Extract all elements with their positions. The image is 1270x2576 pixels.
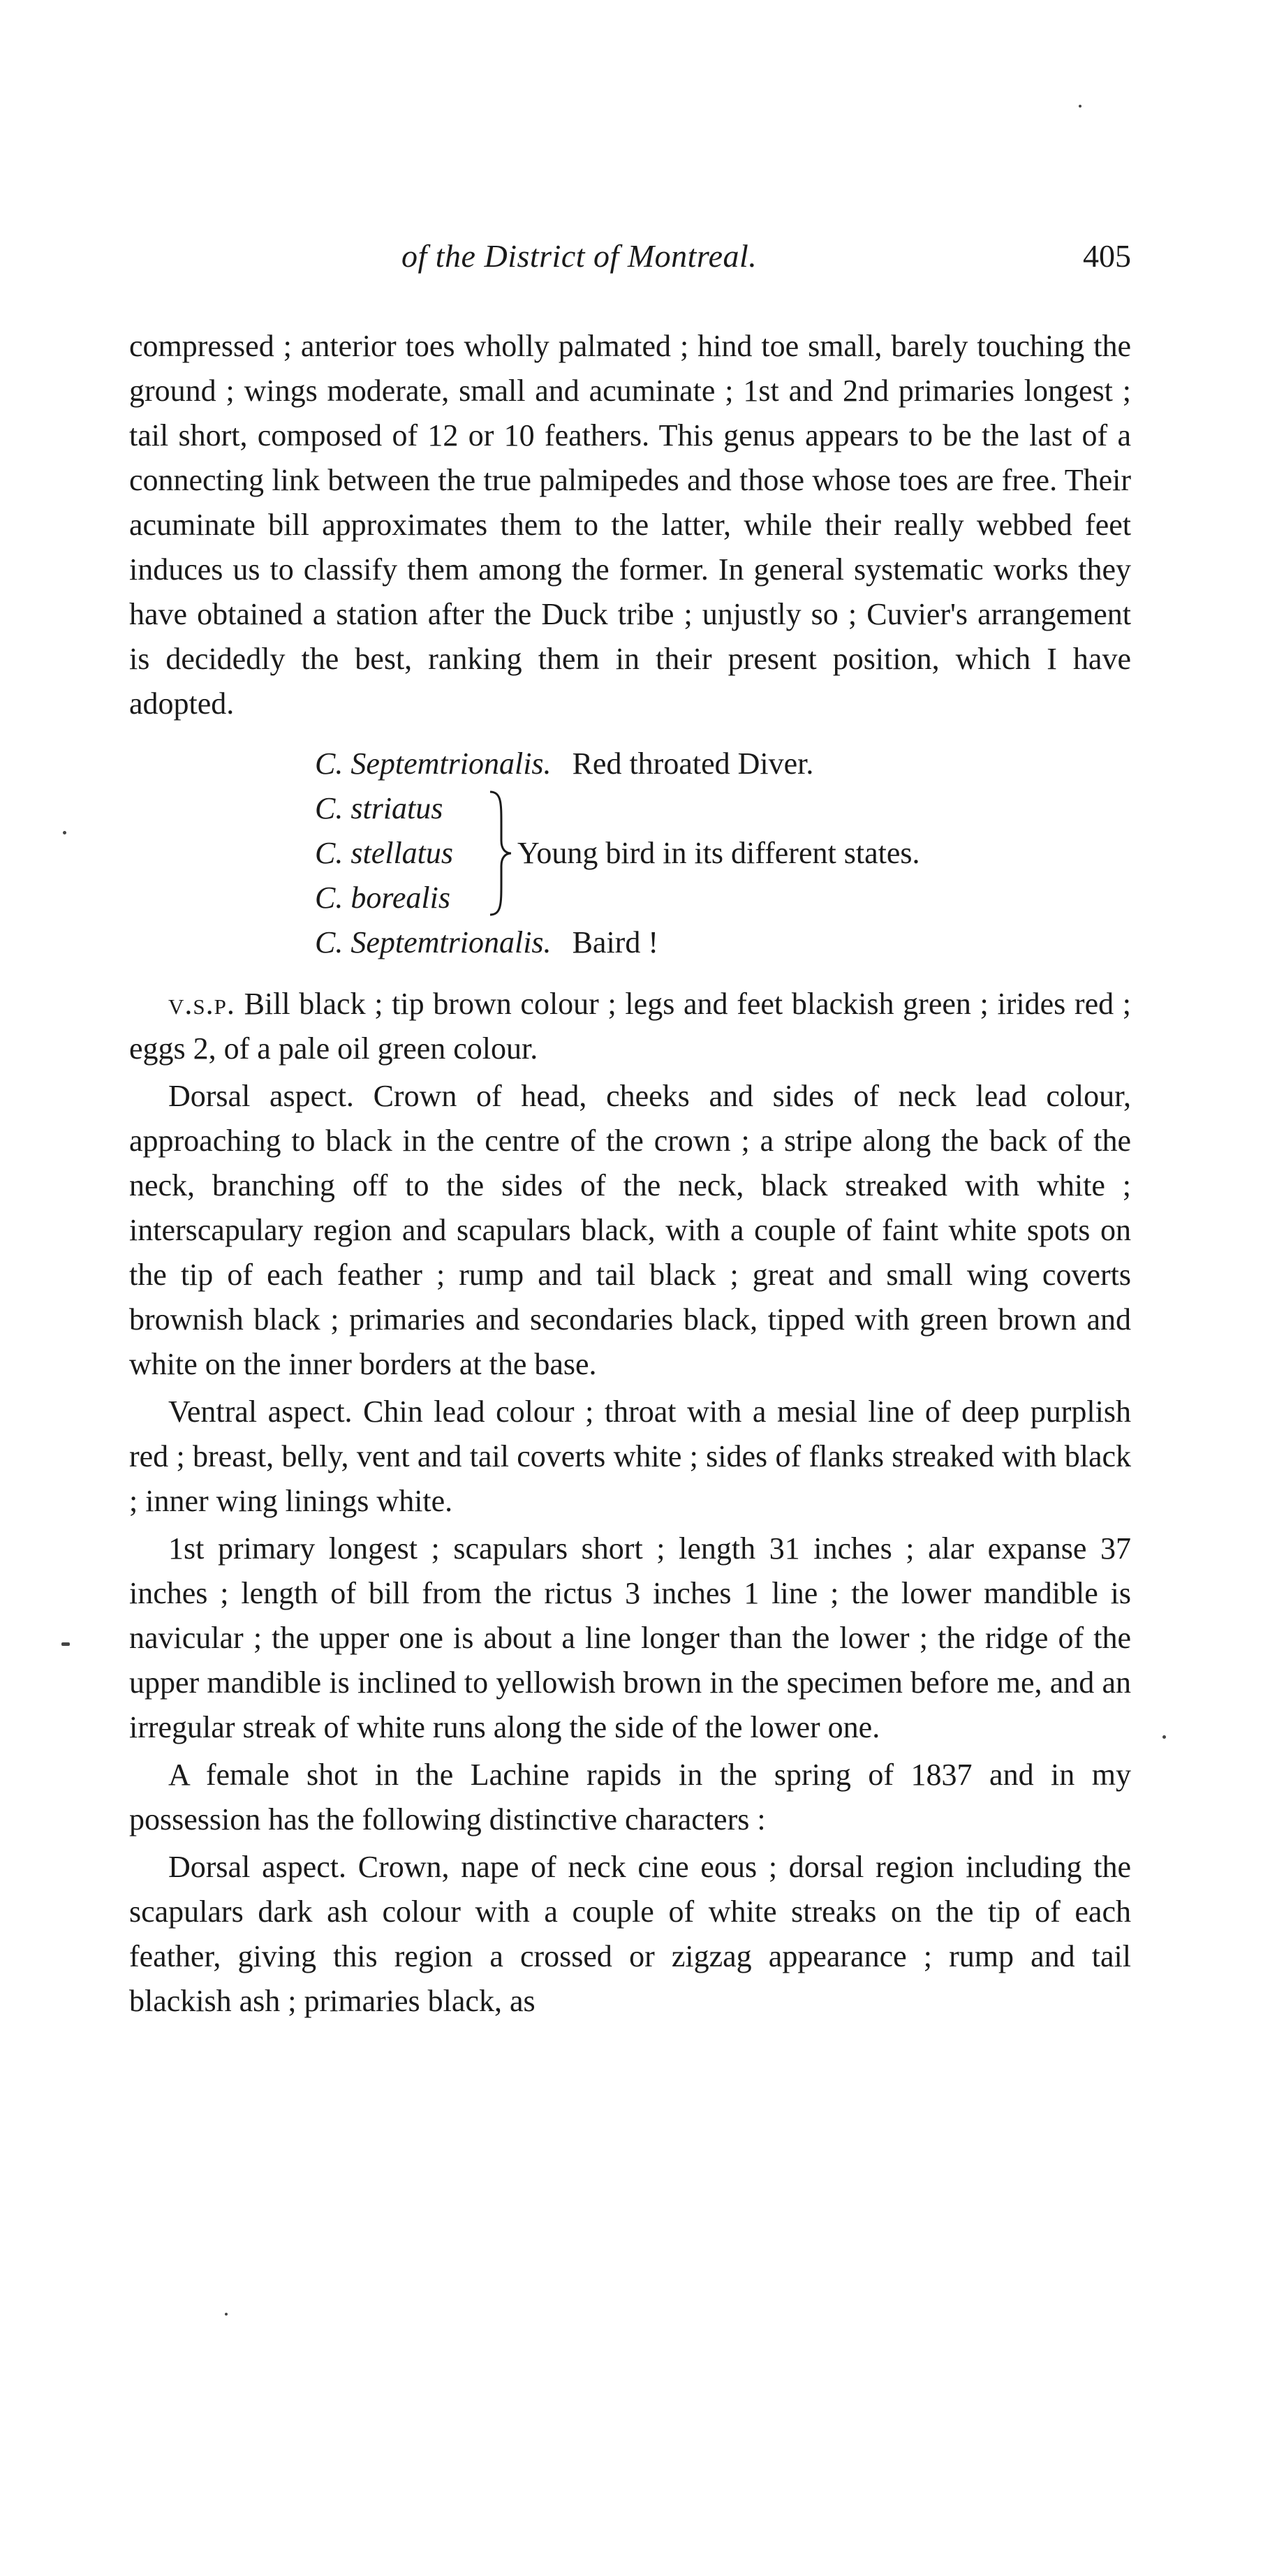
margin-speck <box>61 1642 70 1646</box>
margin-speck <box>1162 1735 1166 1739</box>
braced-synonyms <box>315 786 1270 920</box>
margin-speck <box>63 831 66 834</box>
species-name: C. borealis <box>315 881 450 915</box>
running-head <box>129 237 1131 288</box>
right-brace-icon <box>486 789 514 918</box>
synonymy-block <box>315 742 1270 965</box>
species-name: C. Septemtrionalis. <box>315 925 552 959</box>
species-name: C. striatus <box>315 791 443 825</box>
synonym-row <box>315 920 1270 965</box>
page-number: 405 <box>1083 238 1131 274</box>
paragraph-measurements: 1st primary longest ; scapulars short ; length 31 inches ; alar expanse 37 inches ; length of bill from the rictus 3 inches 1 line ; the lower mandible is navicular ; the upper one is about a line longer than the lower ; the ridge of the upper mandible is inclined to yellowish brown in the specimen before me, and an irregular streak of white runs along the side of the lower one. <box>129 1531 1131 1744</box>
margin-speck <box>225 2313 228 2316</box>
vsp-label: v.s.p. <box>168 987 235 1021</box>
paragraph-female-dorsal: Dorsal aspect. Crown, nape of neck cine eous ; dorsal region including the scapulars dark ash colour with a couple of white streaks on the tip of each feather, giving this region a crossed or zigzag appearance ; rump and tail blackish ash ; primaries black, as <box>129 1850 1131 2018</box>
vsp-text: Bill black ; tip brown colour ; legs and feet blackish green ; irides red ; eggs 2, of a pale oil green colour. <box>129 987 1132 1066</box>
body-text <box>129 324 1131 2024</box>
species-note: Red throated Diver. <box>572 746 814 781</box>
book-page <box>129 237 1131 2024</box>
margin-speck <box>1079 105 1081 108</box>
paragraph-ventral-aspect: Ventral aspect. Chin lead colour ; throat with a mesial line of deep purplish red ; breast, belly, vent and tail coverts white ; sides of flanks streaked with black ; inner wing linings white. <box>129 1394 1131 1518</box>
paragraph-female-specimen: A female shot in the Lachine rapids in the spring of 1837 and in my possession has the following distinctive characters : <box>129 1758 1131 1837</box>
species-note: Young bird in its different states. <box>517 836 920 870</box>
species-note: Baird ! <box>572 925 658 959</box>
species-name: C. Septemtrionalis. <box>315 746 552 781</box>
paragraph-dorsal-aspect: Dorsal aspect. Crown of head, cheeks and sides of neck lead colour, approaching to black in the centre of the crown ; a stripe along the back of the neck, branching off to the sides of the neck, black streaked with white ; interscapulary region and scapulars black, with a couple of faint white spots on the tip of each feather ; rump and tail black ; great and small wing coverts brownish black ; primaries and secondaries black, tipped with green brown and white on the inner borders at the base. <box>129 1079 1131 1381</box>
paragraph-genus-description: compressed ; anterior toes wholly palmated ; hind toe small, barely touching the ground ; wings moderate, small and acuminate ; 1st and 2nd primaries longest ; tail short, composed of 12 or 10 feathers. This genus appears to be the last of a connecting link between the true palmipedes and those whose toes are free. Their acuminate bill approximates them to the latter, while their really webbed feet induces us to classify them among the former. In general systematic works they have obtained a station after the Duck tribe ; unjustly so ; Cuvier's arrangement is decidedly the best, ranking them in their present position, which I have adopted. <box>129 329 1131 721</box>
running-title: of the District of Montreal. <box>401 238 758 274</box>
paragraph-vsp <box>129 982 1131 1071</box>
synonym-row <box>315 742 1270 786</box>
species-name: C. stellatus <box>315 836 454 870</box>
